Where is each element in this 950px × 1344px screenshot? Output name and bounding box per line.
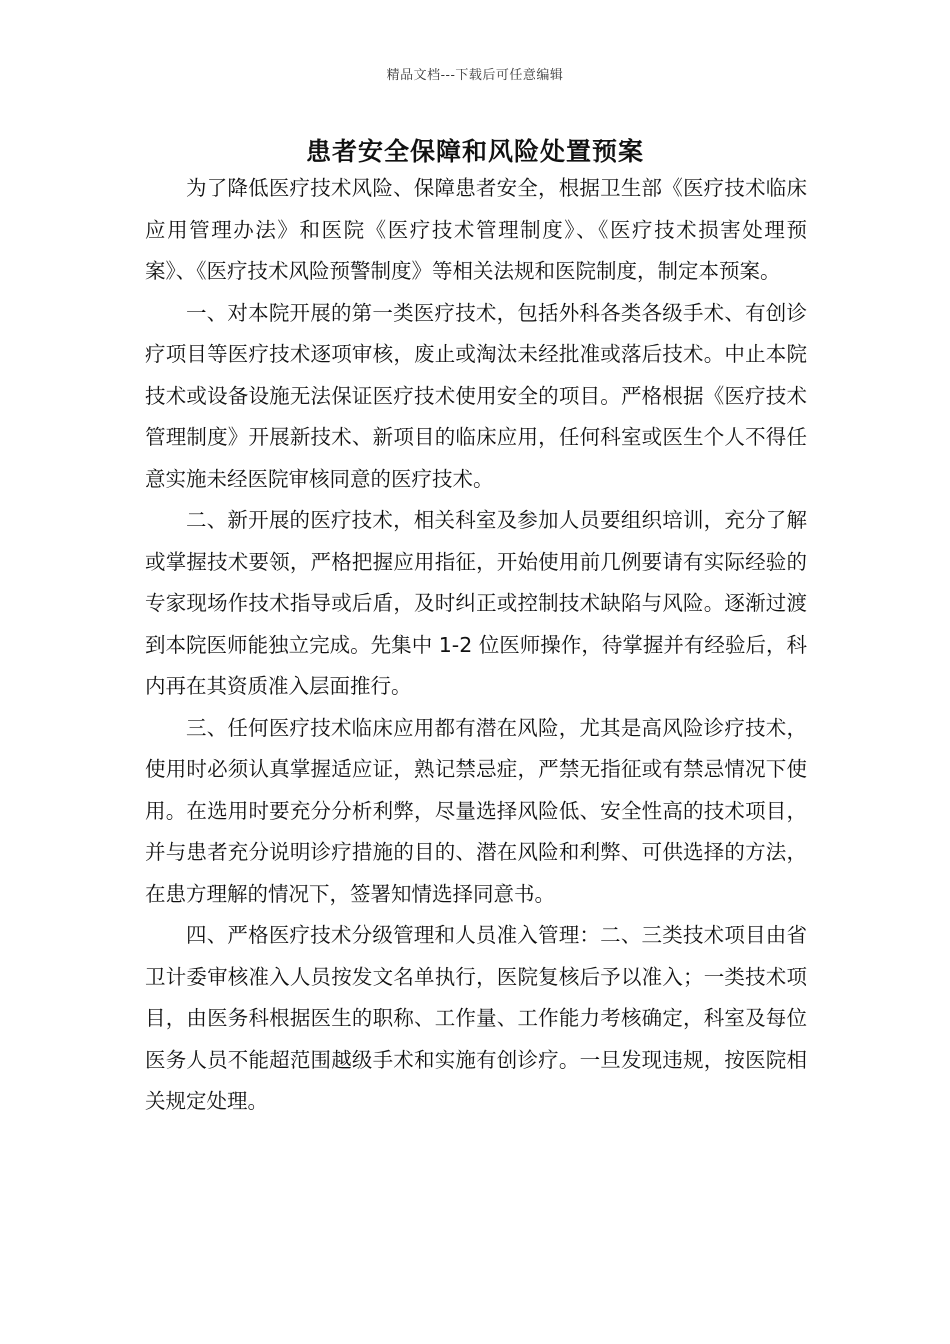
paragraph-section-4: 四、严格医疗技术分级管理和人员准入管理：二、三类技术项目由省卫计委审核准入人员按发文名单执行，医院复核后予以准入；一类技术项目，由医务科根据医生的职称、工作量、工作能力考核确定，科室及每位医务人员不能超范围越级手术和实施有创诊疗。一旦发现违规，按医院相关规定处理。 [145, 923, 807, 1113]
paragraph-section-2: 二、新开展的医疗技术，相关科室及参加人员要组织培训，充分了解或掌握技术要领，严格把握应用指征，开始使用前几例要请有实际经验的专家现场作技术指导或后盾，及时纠正或控制技术缺陷与风险。逐渐过渡到本院医师能独立完成。先集中 1-2 位医师操作，待掌握并有经验后，科内再在其资质准入层面推行。 [145, 508, 807, 698]
paragraph-intro: 为了降低医疗技术风险、保障患者安全，根据卫生部《医疗技术临床应用管理办法》和医院《医疗技术管理制度》、《医疗技术损害处理预案》、《医疗技术风险预警制度》等相关法规和医院制度，制定本预案。 [145, 176, 807, 283]
page-header: 精品文档---下载后可任意编辑 [386, 68, 564, 83]
paragraph-section-3: 三、任何医疗技术临床应用都有潜在风险，尤其是高风险诊疗技术，使用时必须认真掌握适应证，熟记禁忌症，严禁无指征或有禁忌情况下使用。在选用时要充分分析利弊，尽量选择风险低、安全性高的技术项目，并与患者充分说明诊疗措施的目的、潜在风险和利弊、可供选择的方法，在患方理解的情况下，签署知情选择同意书。 [145, 715, 807, 906]
document-title: 患者安全保障和风险处置预案 [305, 137, 644, 166]
document-body [145, 168, 807, 1123]
paragraph-section-1: 一、对本院开展的第一类医疗技术，包括外科各类各级手术、有创诊疗项目等医疗技术逐项审核，废止或淘汰未经批准或落后技术。中止本院技术或设备设施无法保证医疗技术使用安全的项目。严格根据《医疗技术管理制度》开展新技术、新项目的临床应用，任何科室或医生个人不得任意实施未经医院审核同意的医疗技术。 [145, 300, 807, 491]
